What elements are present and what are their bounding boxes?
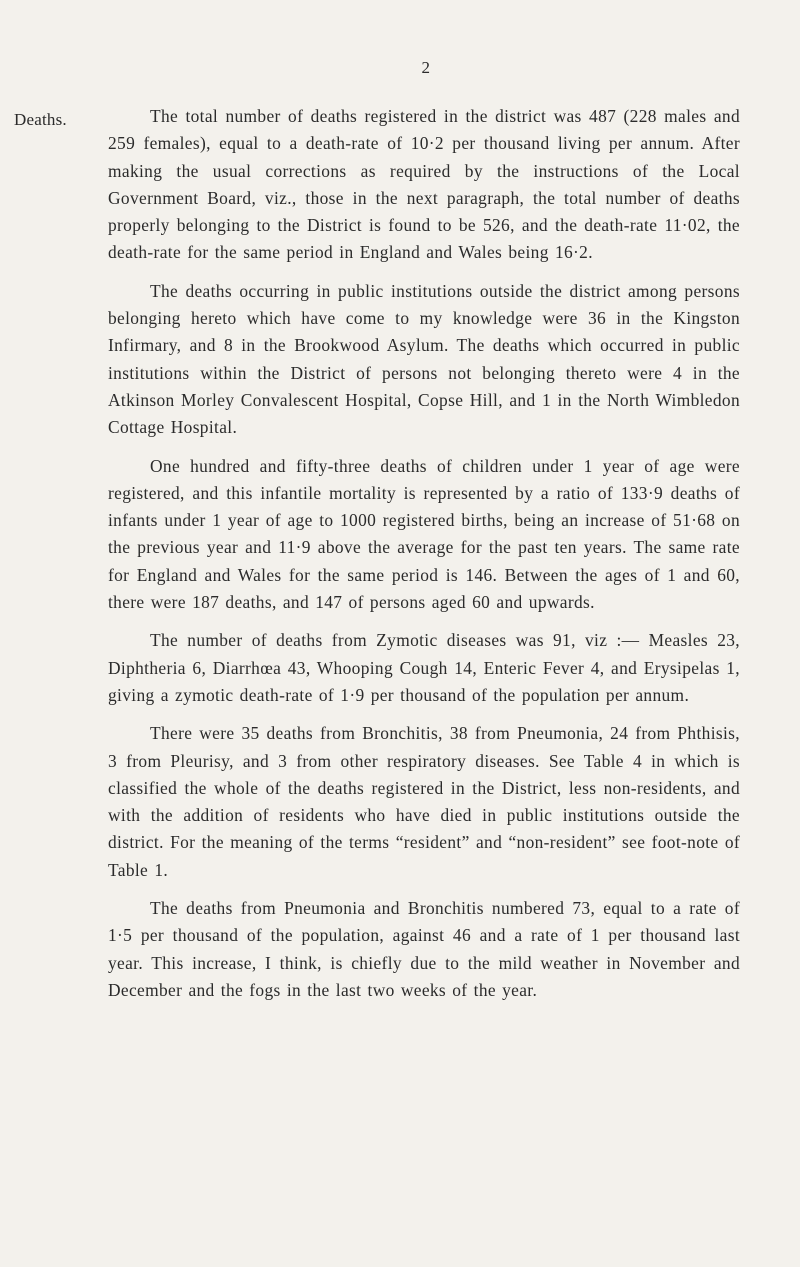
paragraph-pneumonia-bronchitis: The deaths from Pneumonia and Bronchitis numbered 73, equal to a rate of 1·5 per thousand of the population, against 46 and a rate of 1 per thousand last year. This increase, I think, is chiefly due to the mild weather in November and December and the fogs in the last two weeks of the year. [108, 898, 740, 1000]
paragraph-public-institutions: The deaths occurring in public institutions outside the district among persons belonging hereto which have come to my knowledge were 36 in the Kingston Infirmary, and 8 in the Brookwood Asylum. The deaths which occurred in public institutions within the District of persons not belonging thereto were 4 in the Atkinson Morley Convalescent Hospital, Copse Hill, and 1 in the North Wimbledon Cottage Hospital. [108, 280, 740, 438]
body-text [108, 103, 740, 1015]
paragraph-zymotic-diseases: The number of deaths from Zymotic diseases was 91, viz :— Measles 23, Diphtheria 6, Diarrhœa 43, Whooping Cough 14, Enteric Fever 4, and Erysipelas 1, giving a zymotic death-rate of 1·9 per thousand of the population per annum. [108, 630, 740, 705]
margin-heading-deaths: Deaths. [14, 110, 67, 129]
paragraph-total-deaths: The total number of deaths registered in the district was 487 (228 males and 259 females), equal to a death-rate of 10·2 per thousand living per annum. After making the usual corrections as required by the instructions of the Local Government Board, viz., those in the next paragraph, the total number of deaths properly belonging to the District is found to be 526, and the death-rate 11·02, the death-rate for the same period in England and Wales being 16·2. [108, 106, 740, 263]
paragraph-infant-mortality: One hundred and fifty-three deaths of children under 1 year of age were registered, and this infantile mortality is represented by a ratio of 133·9 deaths of infants under 1 year of age to 1000 registered births, being an increase of 51·68 on the previous year and 11·9 above the average for the past ten years. The same rate for England and Wales for the same period is 146. Between the ages of 1 and 60, there were 187 deaths, and 147 of persons aged 60 and upwards. [108, 455, 740, 613]
page-number: 2 [421, 58, 431, 77]
paragraph-respiratory-diseases: There were 35 deaths from Bronchitis, 38 from Pneumonia, 24 from Phthisis, 3 from Pleurisy, and 3 from other respiratory diseases. See Table 4 in which is classified the whole of the deaths registered in the District, less non-residents, and with the addition of residents who have died in public institutions outside the district. For the meaning of the terms “resident” and “non-resident” see foot-note of Table 1. [108, 723, 740, 880]
